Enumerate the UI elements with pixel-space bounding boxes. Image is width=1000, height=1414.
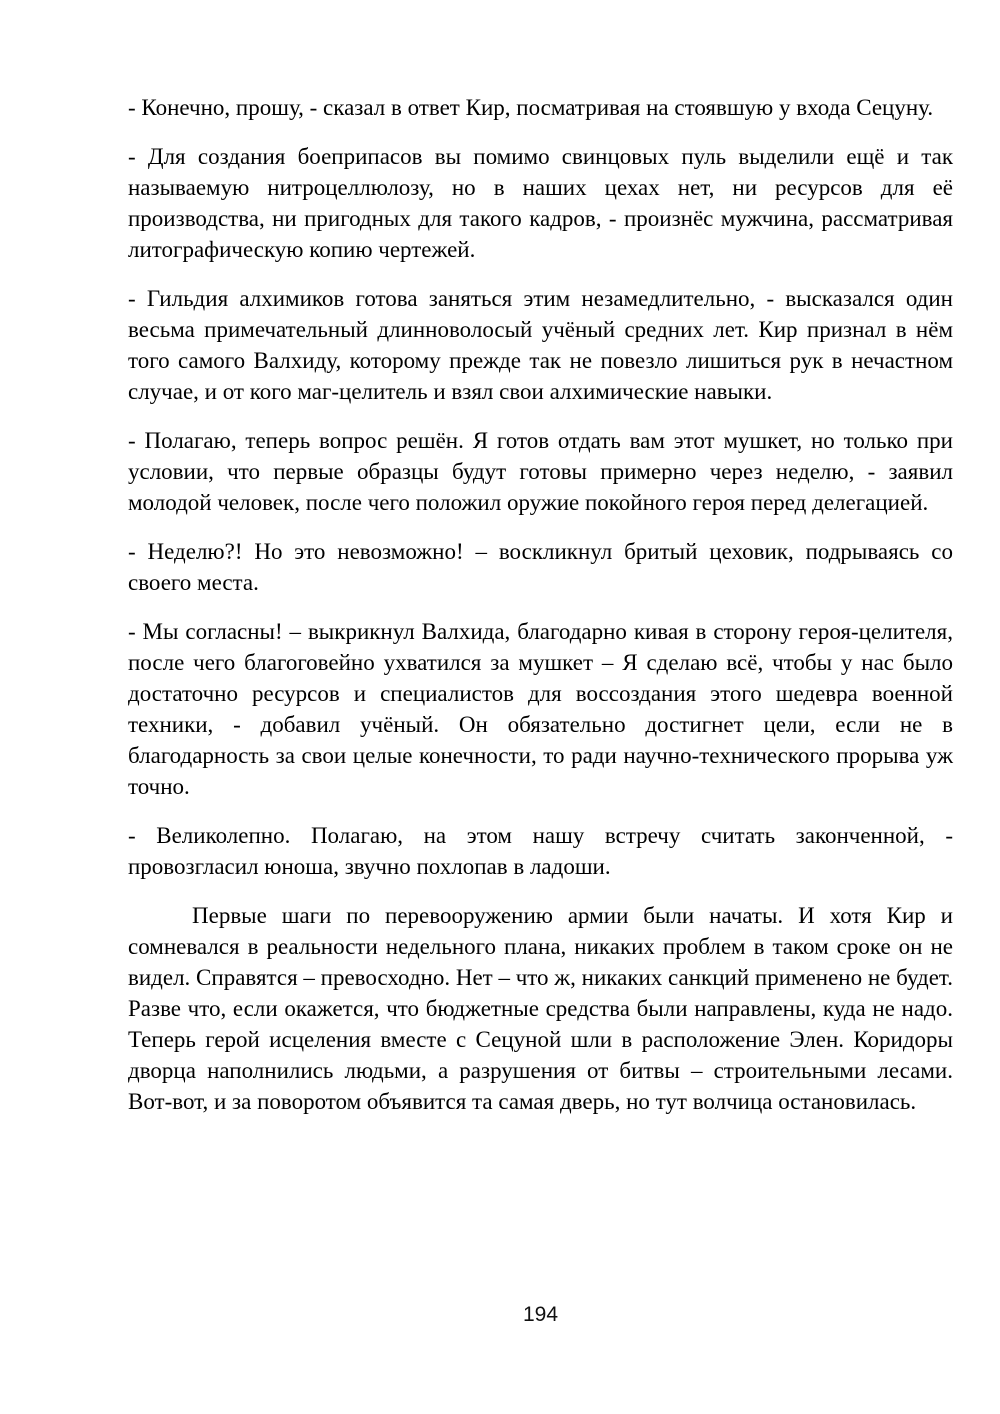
paragraph-5: - Неделю?! Но это невозможно! – воскликнул бритый цеховик, подрываясь со своего места.: [128, 539, 953, 595]
text-block: [128, 92, 953, 1117]
paragraph-6: - Мы согласны! – выкрикнул Валхида, благодарно кивая в сторону героя-целителя, после чего благоговейно ухватился за мушкет – Я сделаю всё, чтобы у нас было достаточно ресурсов и специалистов для воссоздания этого шедевра военной техники, - добавил учёный. Он обязательно достигнет цели, если не в благодарность за свои целые конечности, то ради научно-технического прорыва уж точно.: [128, 619, 953, 799]
paragraph-4: - Полагаю, теперь вопрос решён. Я готов отдать вам этот мушкет, но только при условии, что первые образцы будут готовы примерно через неделю, - заявил молодой человек, после чего положил оружие покойного героя перед делегацией.: [128, 428, 953, 515]
paragraph-3: - Гильдия алхимиков готова заняться этим незамедлительно, - высказался один весьма примечательный длинноволосый учёный средних лет. Кир признал в нём того самого Валхиду, которому прежде так не повезло лишиться рук в нечастном случае, и от кого маг-целитель и взял свои алхимические навыки.: [128, 286, 953, 404]
paragraph-2: - Для создания боеприпасов вы помимо свинцовых пуль выделили ещё и так называемую нитроцеллюлозу, но в наших цехах нет, ни ресурсов для её производства, ни пригодных для такого кадров, - произнёс мужчина, рассматривая литографическую копию чертежей.: [128, 144, 953, 262]
page-number: 194: [522, 1303, 559, 1326]
paragraph-8: Первые шаги по перевооружению армии были начаты. И хотя Кир и сомневался в реальности недельного плана, никаких проблем в таком сроке он не видел. Справятся – превосходно. Нет – что ж, никаких санкций применено не будет. Разве что, если окажется, что бюджетные средства были направлены, куда не надо. Теперь герой исцеления вместе с Сецуной шли в расположение Элен. Коридоры дворца наполнились людьми, а разрушения от битвы – строительными лесами. Вот-вот, и за поворотом объявится та самая дверь, но тут волчица остановилась.: [128, 903, 953, 1114]
paragraph-1: - Конечно, прошу, - сказал в ответ Кир, посматривая на стоявшую у входа Сецуну.: [128, 95, 934, 120]
paragraph-7: - Великолепно. Полагаю, на этом нашу встречу считать законченной, - провозгласил юноша, звучно похлопав в ладоши.: [128, 823, 953, 879]
